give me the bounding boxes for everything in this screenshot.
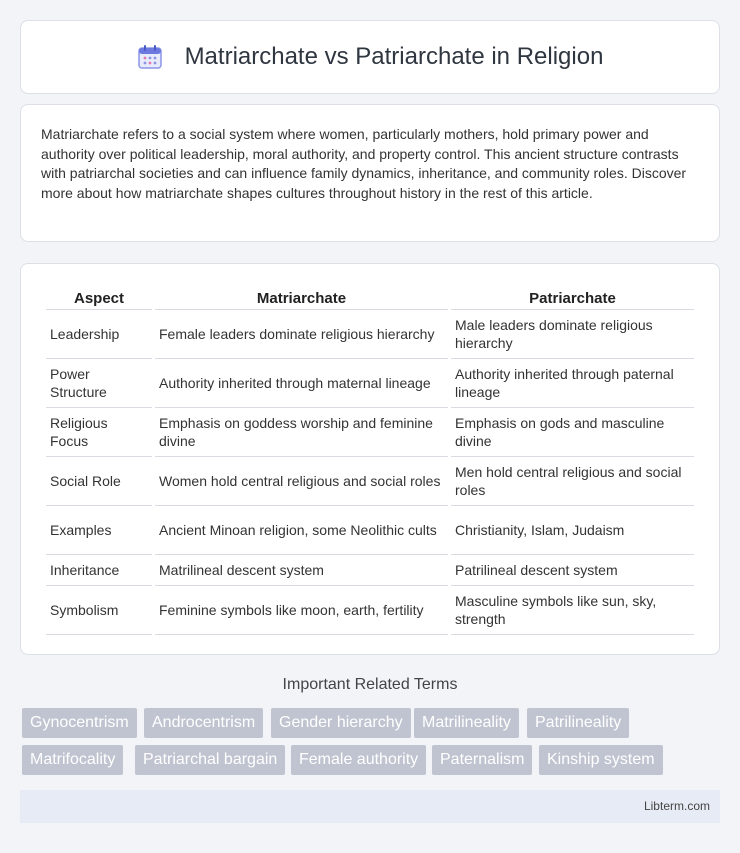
cell-aspect: Power Structure: [46, 359, 152, 408]
tag-female-authority[interactable]: Female authority: [291, 745, 426, 775]
header-matriarchate: Matriarchate: [155, 284, 448, 310]
cell-aspect: Symbolism: [46, 586, 152, 635]
tag-gynocentrism[interactable]: Gynocentrism: [22, 708, 137, 738]
intro-card: [20, 104, 720, 242]
cell-aspect: Social Role: [46, 457, 152, 506]
header-aspect: Aspect: [46, 284, 152, 310]
calendar-icon: [137, 44, 163, 70]
tag-patrilineality[interactable]: Patrilineality: [527, 708, 629, 738]
table-header-row: [46, 284, 694, 310]
footer: [20, 790, 720, 823]
cell-patriarchate: Christianity, Islam, Judaism: [451, 506, 694, 555]
header-patriarchate: Patriarchate: [451, 284, 694, 310]
table-row: [46, 359, 694, 408]
cell-patriarchate: Men hold central religious and social roles: [451, 457, 694, 506]
tag-gender-hierarchy[interactable]: Gender hierarchy: [271, 708, 411, 738]
intro-text: Matriarchate refers to a social system where women, particularly mothers, hold primary power and authority over political leadership, moral authority, and property control. This ancient structure contrasts with patriarchal societies and can influence family dynamics, inheritance, and community roles. Discover more about how matriarchate shapes cultures throughout history in the rest of this article.: [41, 126, 687, 201]
tag-androcentrism[interactable]: Androcentrism: [144, 708, 263, 738]
table-row: [46, 506, 694, 555]
cell-patriarchate: Masculine symbols like sun, sky, strength: [451, 586, 694, 635]
comparison-table-card: [20, 263, 720, 655]
tag-kinship-system[interactable]: Kinship system: [539, 745, 663, 775]
cell-patriarchate: Male leaders dominate religious hierarchy: [451, 310, 694, 359]
tag-patriarchal-bargain[interactable]: Patriarchal bargain: [135, 745, 285, 775]
table-row: [46, 310, 694, 359]
page-title: Matriarchate vs Patriarchate in Religion: [184, 43, 604, 70]
tag-matrifocality[interactable]: Matrifocality: [22, 745, 123, 775]
footer-brand[interactable]: Libterm.com: [643, 799, 710, 813]
table-row: [46, 586, 694, 635]
tag-paternalism[interactable]: Paternalism: [432, 745, 532, 775]
cell-aspect: Religious Focus: [46, 408, 152, 457]
cell-patriarchate: Emphasis on gods and masculine divine: [451, 408, 694, 457]
cell-aspect: Inheritance: [46, 555, 152, 586]
cell-matriarchate: Authority inherited through maternal lineage: [155, 359, 448, 408]
cell-patriarchate: Patrilineal descent system: [451, 555, 694, 586]
table-row: [46, 555, 694, 586]
table-row: [46, 457, 694, 506]
cell-matriarchate: Matrilineal descent system: [155, 555, 448, 586]
comparison-table: [43, 284, 697, 635]
related-terms-title: Important Related Terms: [282, 676, 458, 693]
cell-patriarchate: Authority inherited through paternal lineage: [451, 359, 694, 408]
title-card: [20, 20, 720, 94]
cell-aspect: Examples: [46, 506, 152, 555]
cell-aspect: Leadership: [46, 310, 152, 359]
table-row: [46, 408, 694, 457]
cell-matriarchate: Feminine symbols like moon, earth, fertility: [155, 586, 448, 635]
cell-matriarchate: Women hold central religious and social roles: [155, 457, 448, 506]
tag-matrilineality[interactable]: Matrilineality: [414, 708, 519, 738]
cell-matriarchate: Ancient Minoan religion, some Neolithic cults: [155, 506, 448, 555]
cell-matriarchate: Female leaders dominate religious hierarchy: [155, 310, 448, 359]
cell-matriarchate: Emphasis on goddess worship and feminine divine: [155, 408, 448, 457]
